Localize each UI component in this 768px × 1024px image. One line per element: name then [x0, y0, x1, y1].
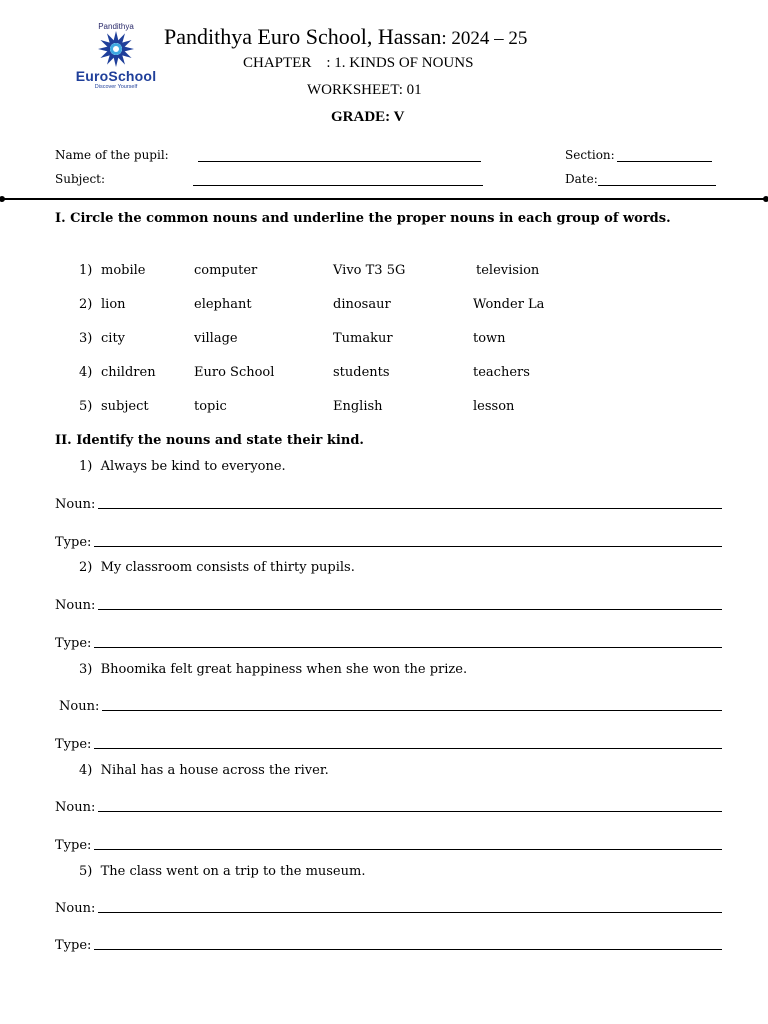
section-label: Section:: [565, 148, 615, 162]
word[interactable]: dinosaur: [333, 297, 391, 312]
question-sentence: Always be kind to everyone.: [100, 459, 286, 474]
divider-end-left: [0, 196, 5, 202]
question-item: [79, 763, 329, 778]
date-field[interactable]: [598, 174, 716, 186]
word[interactable]: subject: [101, 399, 149, 414]
row-number: 5): [79, 399, 93, 414]
date-label: Date:: [565, 172, 598, 186]
question-sentence: Bhoomika felt great happiness when she won the prize.: [100, 662, 468, 677]
question-sentence: Nihal has a house across the river.: [100, 763, 329, 778]
word[interactable]: topic: [194, 399, 227, 414]
word[interactable]: lion: [101, 297, 126, 312]
row-number: 4): [79, 365, 93, 380]
word[interactable]: students: [333, 365, 390, 380]
noun-answer-line[interactable]: [55, 598, 722, 613]
section2-heading: II. Identify the nouns and state their kind.: [55, 433, 364, 448]
logo-tagline: Discover Yourself: [94, 84, 138, 90]
row-number: 1): [79, 263, 93, 278]
word[interactable]: English: [333, 399, 383, 414]
type-label: Type:: [55, 535, 92, 550]
word[interactable]: television: [476, 263, 540, 278]
noun-label: Noun:: [55, 901, 96, 916]
noun-answer-line[interactable]: [59, 699, 722, 714]
school-logo: [64, 22, 168, 94]
name-label: Name of the pupil:: [55, 148, 169, 162]
word[interactable]: teachers: [473, 365, 530, 380]
word[interactable]: village: [194, 331, 238, 346]
question-sentence: My classroom consists of thirty pupils.: [100, 560, 355, 575]
type-label: Type:: [55, 636, 92, 651]
name-field[interactable]: [198, 150, 481, 162]
question-number: 4): [79, 763, 93, 778]
noun-answer-line[interactable]: [55, 497, 722, 512]
noun-label: Noun:: [59, 699, 100, 714]
question-number: 3): [79, 662, 93, 677]
chapter-title: CHAPTER : 1. KINDS OF NOUNS: [243, 55, 474, 71]
academic-year: : 2024 – 25: [441, 28, 528, 49]
noun-label: Noun:: [55, 800, 96, 815]
row-number: 2): [79, 297, 93, 312]
question-number: 1): [79, 459, 93, 474]
question-number: 2): [79, 560, 93, 575]
question-item: [79, 662, 467, 677]
word[interactable]: computer: [194, 263, 258, 278]
word[interactable]: children: [101, 365, 156, 380]
word[interactable]: Tumakur: [333, 331, 393, 346]
word[interactable]: Euro School: [194, 365, 275, 380]
section1-heading: I. Circle the common nouns and underline the proper nouns in each group of words.: [55, 211, 671, 226]
word[interactable]: town: [473, 331, 506, 346]
word[interactable]: Wonder La: [473, 297, 545, 312]
word[interactable]: city: [101, 331, 126, 346]
type-label: Type:: [55, 737, 92, 752]
row-number: 3): [79, 331, 93, 346]
question-item: [79, 560, 355, 575]
noun-label: Noun:: [55, 497, 96, 512]
euroschool-star-icon: [95, 30, 137, 68]
question-number: 5): [79, 864, 93, 879]
word[interactable]: mobile: [101, 263, 146, 278]
type-label: Type:: [55, 838, 92, 853]
noun-label: Noun:: [55, 598, 96, 613]
school-name: Pandithya Euro School, Hassan: [164, 24, 442, 49]
question-sentence: The class went on a trip to the museum.: [100, 864, 366, 879]
header-divider: [0, 198, 768, 200]
type-answer-line[interactable]: [55, 938, 722, 953]
section-field[interactable]: [617, 150, 712, 162]
grade-label: GRADE: V: [331, 109, 405, 125]
noun-answer-line[interactable]: [55, 800, 722, 815]
word[interactable]: Vivo T3 5G: [333, 263, 406, 278]
question-item: [79, 864, 365, 879]
noun-answer-line[interactable]: [55, 901, 722, 916]
divider-end-right: [763, 196, 768, 202]
type-answer-line[interactable]: [55, 636, 722, 651]
worksheet-number: WORKSHEET: 01: [307, 82, 422, 98]
word[interactable]: lesson: [473, 399, 515, 414]
subject-label: Subject:: [55, 172, 106, 186]
type-label: Type:: [55, 938, 92, 953]
type-answer-line[interactable]: [55, 838, 722, 853]
school-title: [164, 24, 527, 50]
type-answer-line[interactable]: [55, 535, 722, 550]
type-answer-line[interactable]: [55, 737, 722, 752]
subject-field[interactable]: [193, 174, 483, 186]
word[interactable]: elephant: [194, 297, 252, 312]
logo-top-text: Pandithya: [98, 22, 134, 31]
question-item: [79, 459, 286, 474]
logo-name: EuroSchool: [75, 68, 157, 84]
